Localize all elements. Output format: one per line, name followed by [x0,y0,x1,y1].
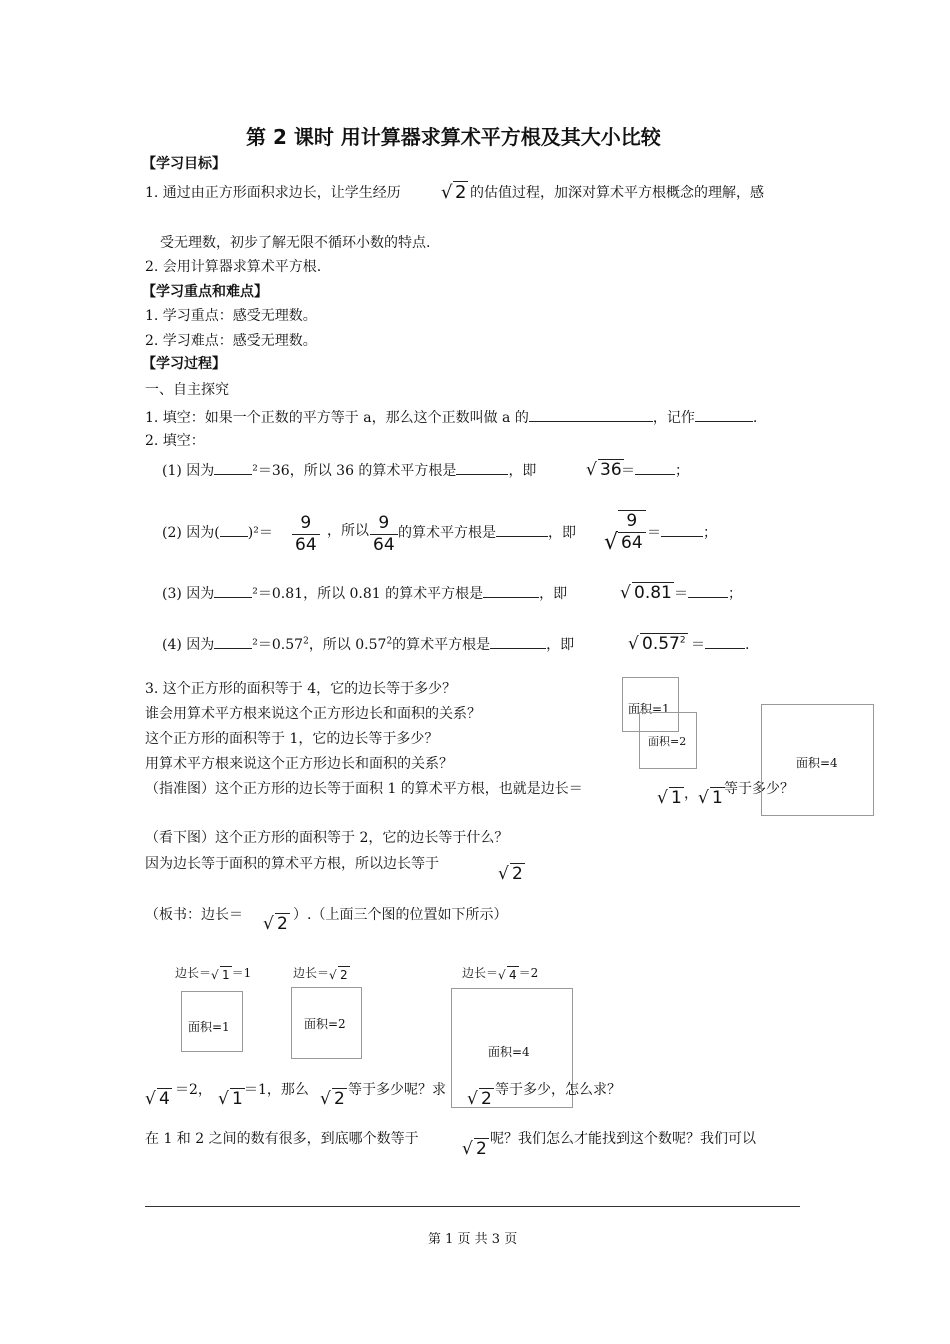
goal-1-text-b: 的估值过程，加深对算术平方根概念的理解，感 [470,185,764,201]
answer-blank[interactable] [496,524,548,537]
q3-line-6: （看下图）这个正方形的面积等于 2，它的边长等于什么？ [145,830,509,846]
section-1-title: 一、自主探究 [145,382,229,398]
answer-blank[interactable] [214,462,252,475]
page-number: 第 1 页 共 3 页 [428,1232,518,1247]
answer-blank[interactable] [483,585,539,598]
tail-text-6: 呢？我们怎么才能找到这个数呢？我们可以 [490,1131,756,1147]
answer-blank[interactable] [635,462,675,475]
tail-text-3: 等于多少呢？求 [348,1082,446,1098]
fill-item-4: (4) 因为 $^2=0.57^2$，所以 0.57$^2$的算术平方根是 ，即 [162,636,575,653]
square-label: 面积=2 [648,735,687,748]
tail-text-4: 等于多少，怎么求？ [495,1082,621,1098]
q3-line-5: （指准图）这个正方形的边长等于面积 1 的算术平方根，也就是边长＝ [145,781,583,797]
q3-line-5-end: 等于多少？ [724,781,794,797]
question-2: 2. 填空： [145,433,205,449]
sqrt-2-inline: √ 2 [441,182,467,203]
square-label: 面积=4 [796,756,838,770]
fill-item-4-end: ＝ . [691,637,750,653]
fill-item-1: (1) 因为 ²＝36，所以 36 的算术平方根是 ，即 [162,463,537,479]
footer-divider [145,1206,800,1207]
fill-item-1-end: ＝ ； [621,463,689,479]
square-label: 面积=1 [188,1020,230,1034]
page-title: 第 2 课时 用计算器求算术平方根及其大小比较 [246,125,661,149]
tail-text-2: ＝1，那么 [244,1082,309,1098]
tail-text-1: ＝2， [175,1082,212,1098]
sqrt-2: √ 2 [467,1089,492,1109]
answer-blank[interactable] [705,636,745,649]
answer-blank[interactable] [529,409,653,422]
answer-blank[interactable] [695,409,753,422]
sqrt-2: √ 2 [263,914,288,934]
figure-caption-1: 边长＝ √ 1 ＝1 [175,966,252,982]
figure-caption-3: 边长＝ √ 4 ＝2 [462,966,539,982]
q3-line-1: 3. 这个正方形的面积等于 4，它的边长等于多少？ [145,681,457,697]
figure-caption-2: 边长＝ √ 2 [293,966,348,982]
fraction-9-64: $\frac{9}{64}$ [370,513,398,557]
tail-text-5: 在 1 和 2 之间的数有很多，到底哪个数等于 [145,1131,419,1147]
sqrt-36: √ 36 [586,460,622,480]
answer-blank[interactable] [661,524,703,537]
sqrt-1: √ 1 [698,788,723,808]
fill-item-2: (2) 因为( )²＝ [162,525,273,541]
q3-line-8: （板书：边长＝ [145,907,243,923]
q3-line-7: 因为边长等于面积的算术平方根，所以边长等于 [145,856,439,872]
sqrt-1: √ 1 [657,788,682,808]
sqrt-0-81: √ 0.81 [620,583,672,603]
sqrt-9-64: √ $\frac{9}{64}$ [604,510,646,555]
square-label: 面积=4 [488,1045,530,1059]
fill-item-2-mid2: 的算术平方根是 ，即 [398,525,576,541]
fill-item-2-end: ＝ ； [647,525,717,541]
q3-line-3: 这个正方形的面积等于 1，它的边长等于多少？ [145,731,439,747]
answer-blank[interactable] [220,524,248,537]
sqrt-4: √ 4 [145,1089,170,1109]
q3-line-2: 谁会用算术平方根来说这个正方形边长和面积的关系？ [145,706,481,722]
sqrt-2: √ 2 [498,864,523,884]
sqrt-0-57-squared: √ 0.57$^2$ [628,634,686,654]
key-point-2: 2. 学习难点：感受无理数。 [145,333,317,349]
square-label: 面积=2 [304,1017,346,1031]
sqrt-2: √ 2 [320,1089,345,1109]
section-heading-goals: 【学习目标】 [142,156,226,172]
q3-line-8-end: ）.（上面三个图的位置如下所示） [293,907,508,923]
section-heading-process: 【学习过程】 [142,356,226,372]
fraction-9-64: $\frac{9}{64}$ [292,513,320,557]
fill-item-3: (3) 因为 ²＝0.81，所以 0.81 的算术平方根是 ，即 [162,586,568,602]
q3-comma: ， [684,786,698,802]
answer-blank[interactable] [688,585,728,598]
section-heading-key: 【学习重点和难点】 [142,284,268,300]
answer-blank[interactable] [456,462,508,475]
square-label: 面积=1 [628,702,670,716]
q3-line-4: 用算术平方根来说这个正方形边长和面积的关系？ [145,756,453,772]
sqrt-1: √ 1 [218,1089,243,1109]
key-point-1: 1. 学习重点：感受无理数。 [145,308,317,324]
goal-1-text-a: 1. 通过由正方形面积求边长，让学生经历 [145,185,401,201]
question-1: 1. 填空：如果一个正数的平方等于 a，那么这个正数叫做 a 的 ，记作 . [145,410,758,426]
goal-2-text: 2. 会用计算器求算术平方根. [145,259,322,275]
answer-blank[interactable] [490,636,546,649]
goal-1-text-c: 受无理数，初步了解无限不循环小数的特点. [160,235,431,251]
sqrt-2: √ 2 [462,1139,487,1159]
fill-item-2-mid: ，所以 [327,523,369,539]
answer-blank[interactable] [214,585,252,598]
fill-item-3-end: ＝ ； [674,586,742,602]
answer-blank[interactable] [214,636,252,649]
